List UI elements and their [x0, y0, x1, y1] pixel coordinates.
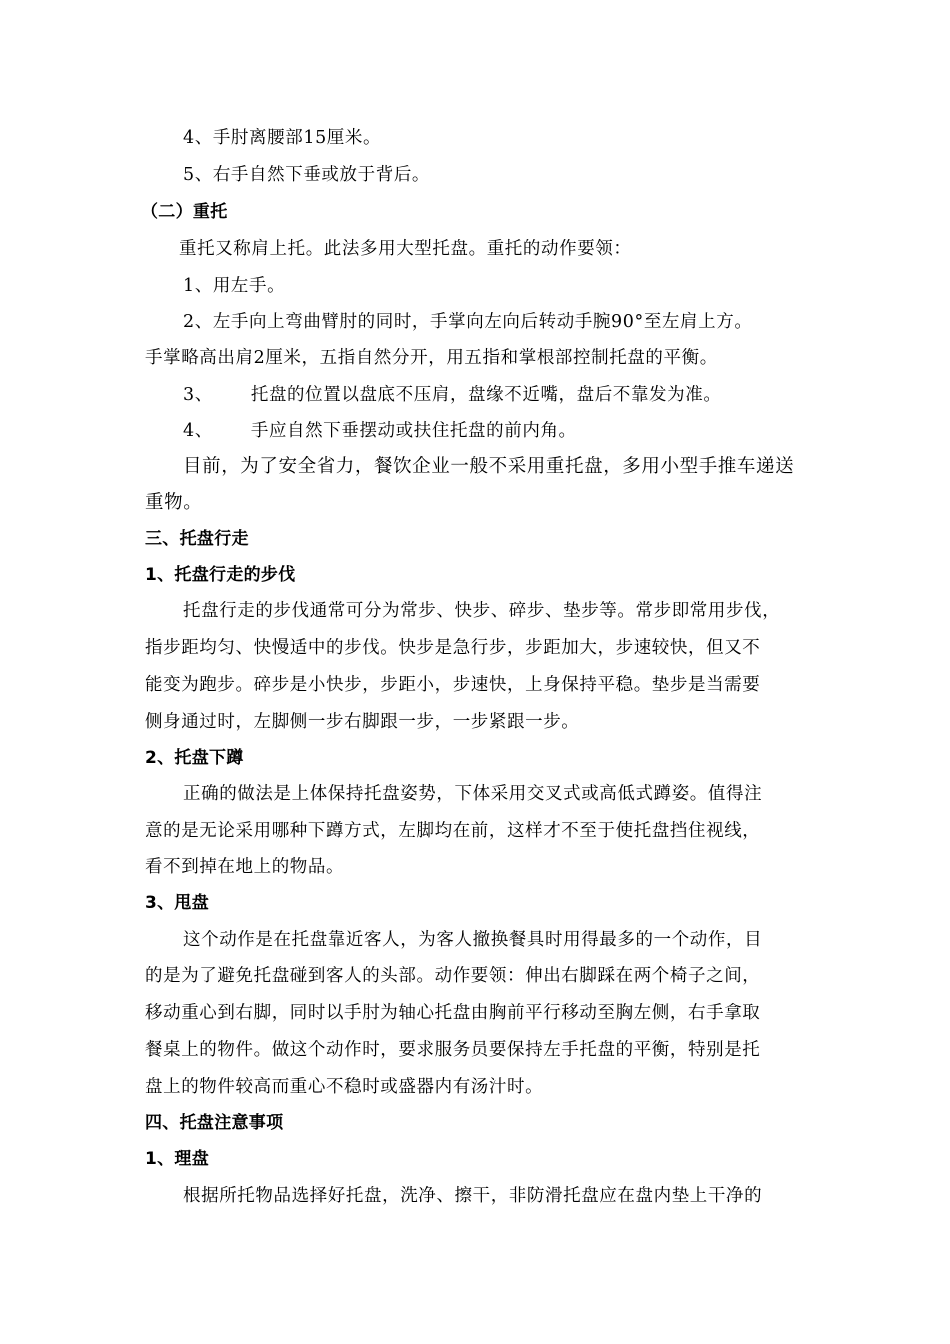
paragraph-swing-line-2: 的是为了避免托盘碰到客人的头部。动作要领：伸出右脚踩在两个椅子之间， — [145, 966, 761, 986]
item-4-text: 手应自然下垂摆动或扶住托盘的前内角。 — [250, 421, 577, 441]
section-4-heading: 四、托盘注意事项 — [145, 1113, 284, 1133]
item-4-hand-position — [183, 419, 577, 443]
paragraph-swing-line-5: 盘上的物件较高而重心不稳时或盛器内有汤汁时。 — [145, 1077, 544, 1097]
paragraph-swing-line-1: 这个动作是在托盘靠近客人，为客人撤换餐具时用得最多的一个动作，目 — [183, 930, 763, 950]
item-3-number: 3、 — [183, 385, 213, 405]
paragraph-current-practice-line-1: 目前，为了安全省力，餐饮企业一般不采用重托盘，多用小型手推车递送 — [183, 456, 795, 477]
paragraph-walking-line-2: 指步距均匀、快慢适中的步伐。快步是急行步，步距加大，步速较快，但又不 — [145, 638, 761, 658]
item-2-line-2: 手掌略高出肩2厘米，五指自然分开，用五指和掌根部控制托盘的平衡。 — [145, 348, 718, 368]
paragraph-walking-line-4: 侧身通过时，左脚侧一步右脚跟一步，一步紧跟一步。 — [145, 712, 580, 732]
item-4-number: 4、 — [183, 421, 213, 441]
item-3-text: 托盘的位置以盘底不压肩，盘缘不近嘴，盘后不靠发为准。 — [250, 385, 722, 405]
paragraph-swing-line-4: 餐桌上的物件。做这个动作时，要求服务员要保持左手托盘的平衡，特别是托 — [145, 1040, 761, 1060]
paragraph-walking-line-1: 托盘行走的步伐通常可分为常步、快步、碎步、垫步等。常步即常用步伐， — [183, 601, 781, 621]
item-5-right-hand: 5、右手自然下垂或放于背后。 — [183, 165, 431, 185]
subsection-tray-prep-heading: 1、理盘 — [145, 1149, 210, 1169]
paragraph-squat-line-1: 正确的做法是上体保持托盘姿势，下体采用交叉式或高低式蹲姿。值得注 — [183, 784, 763, 804]
paragraph-walking-line-3: 能变为跑步。碎步是小快步，步距小，步速快，上身保持平稳。垫步是当需要 — [145, 675, 761, 695]
paragraph-squat-line-3: 看不到掉在地上的物品。 — [145, 857, 345, 877]
item-3-tray-position — [183, 383, 721, 407]
paragraph-tray-prep-line-1: 根据所托物品选择好托盘，洗净、擦干，非防滑托盘应在盘内垫上干净的 — [183, 1186, 763, 1206]
item-1-left-hand: 1、用左手。 — [183, 276, 286, 296]
subsection-swing-heading: 3、甩盘 — [145, 893, 210, 913]
item-4-elbow: 4、手肘离腰部15厘米。 — [183, 128, 382, 148]
section-heavy-tray-heading: （二）重托 — [141, 202, 228, 222]
section-3-heading: 三、托盘行走 — [145, 529, 249, 549]
subsection-squat-heading: 2、托盘下蹲 — [145, 748, 244, 768]
paragraph-heavy-tray-intro: 重托又称肩上托。此法多用大型托盘。重托的动作要领： — [179, 239, 632, 259]
subsection-walking-steps-heading: 1、托盘行走的步伐 — [145, 565, 296, 585]
item-2-line-1: 2、左手向上弯曲臂肘的同时，手掌向左向后转动手腕90°至左肩上方。 — [183, 312, 753, 332]
paragraph-squat-line-2: 意的是无论采用哪种下蹲方式，左脚均在前，这样才不至于使托盘挡住视线， — [145, 821, 761, 841]
paragraph-swing-line-3: 移动重心到右脚，同时以手肘为轴心托盘由胸前平行移动至胸左侧，右手拿取 — [145, 1003, 761, 1023]
paragraph-current-practice-line-2: 重物。 — [145, 492, 203, 513]
